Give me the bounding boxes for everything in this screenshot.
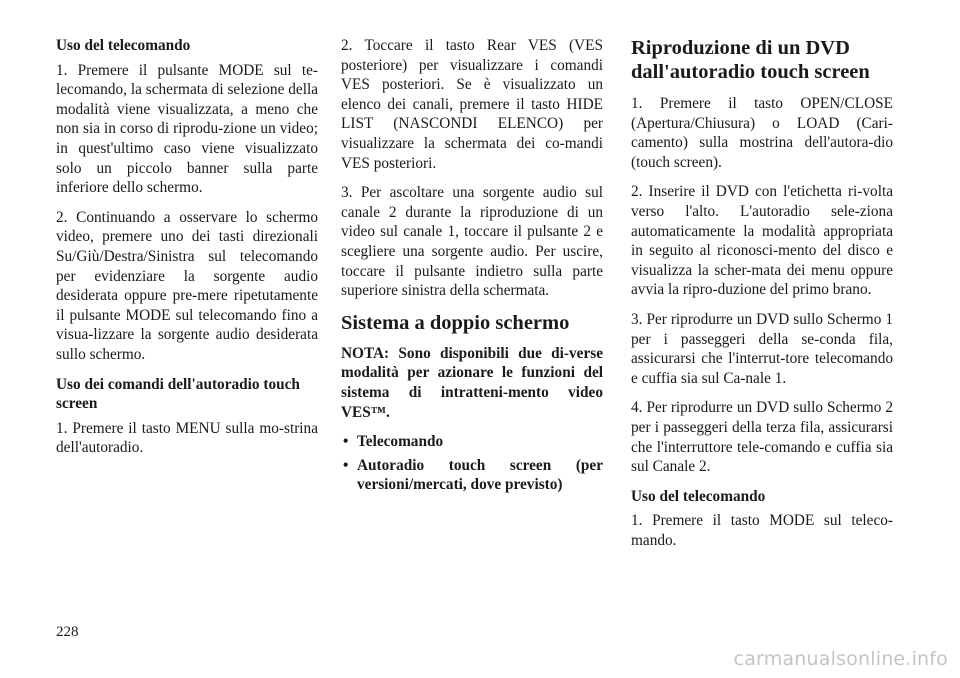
paragraph: 3. Per ascoltare una sorgente audio sul canale 2 durante la riproduzione di un video sul canale 1, toccare il pulsante 2 e scegliere una sorgente audio. Per uscire, toccare il pulsante indietro sulla parte superiore sinistra della schermata. [341, 184, 603, 300]
watermark: carmanualsonline.info [733, 648, 948, 670]
paragraph: 2. Inserire il DVD con l'etichetta ri-volta verso l'alto. L'autoradio sele-ziona automaticamente la modalità appropriata in seguito al riconosci-mento del disco e visualizza la scher-mata dei menu oppure avvia la ripro-duzione del primo brano. [631, 183, 893, 299]
bullet-list [341, 432, 603, 495]
subheading-uso-telecomando: Uso del telecomando [631, 487, 766, 505]
list-item: • Telecomando [341, 432, 603, 452]
subheading-uso-telecomando: Uso del telecomando [56, 37, 191, 54]
paragraph: 2. Continuando a osservare lo schermo video, premere uno dei tasti direzionali Su/Giù/Destra/Sinistra sul telecomando per evidenziare la sorgente audio desiderata oppure pre-mere ripetutamente il pulsante MODE sul telecomando fino a visua-lizzare la sorgente audio desiderata sullo schermo. [56, 208, 318, 363]
list-item: • Autoradio touch screen (per versioni/mercati, dove previsto) [341, 456, 603, 495]
section-heading-doppio-schermo: Sistema a doppio schermo [341, 311, 570, 334]
page-number: 228 [56, 624, 79, 640]
paragraph: 1. Premere il tasto OPEN/CLOSE (Apertura/Chiusura) o LOAD (Cari-camento) sulla mostrina dell'autora-dio (touch screen). [631, 95, 893, 171]
paragraph: 2. Toccare il tasto Rear VES (VES posteriore) per visualizzare i comandi VES posteriori. Se è visualizzato un elenco dei canali, premere il tasto HIDE LIST (NASCONDI ELENCO) per visualizzare la schermata dei co-mandi VES posteriori. [341, 37, 603, 172]
left-column [56, 36, 318, 468]
paragraph: 3. Per riprodurre un DVD sullo Schermo 1 per i passeggeri della se-conda fila, assicurarsi che l'interrut-tore telecomando e cuffia sia sul Ca-nale 1. [631, 310, 893, 387]
paragraph: 4. Per riprodurre un DVD sullo Schermo 2 per i passeggeri della terza fila, assicurarsi che l'interruttore tele-comando e cuffia sia sul Canale 2. [631, 399, 893, 476]
right-column [631, 36, 893, 560]
middle-column [341, 36, 603, 499]
paragraph: 1. Premere il tasto MODE sul teleco-mando. [631, 512, 893, 549]
paragraph: 1. Premere il pulsante MODE sul te-lecomando, la schermata di selezione della modalità viene visualizzata, a meno che non sia in corso di riprodu-zione un video; in quest'ultimo caso viene visualizzato solo un piccolo banner sulla parte inferiore dello schermo. [56, 61, 318, 197]
subheading-comandi-autoradio: Uso dei comandi dell'autoradio touch screen [56, 375, 300, 413]
section-heading-riproduzione-dvd: Riproduzione di un DVD dall'autoradio touch screen [631, 37, 870, 83]
note-paragraph: NOTA: Sono disponibili due di-verse modalità per azionare le funzioni del sistema di intratteni-mento video VES™. [341, 344, 603, 421]
paragraph: 1. Premere il tasto MENU sulla mo-strina dell'autoradio. [56, 419, 318, 457]
